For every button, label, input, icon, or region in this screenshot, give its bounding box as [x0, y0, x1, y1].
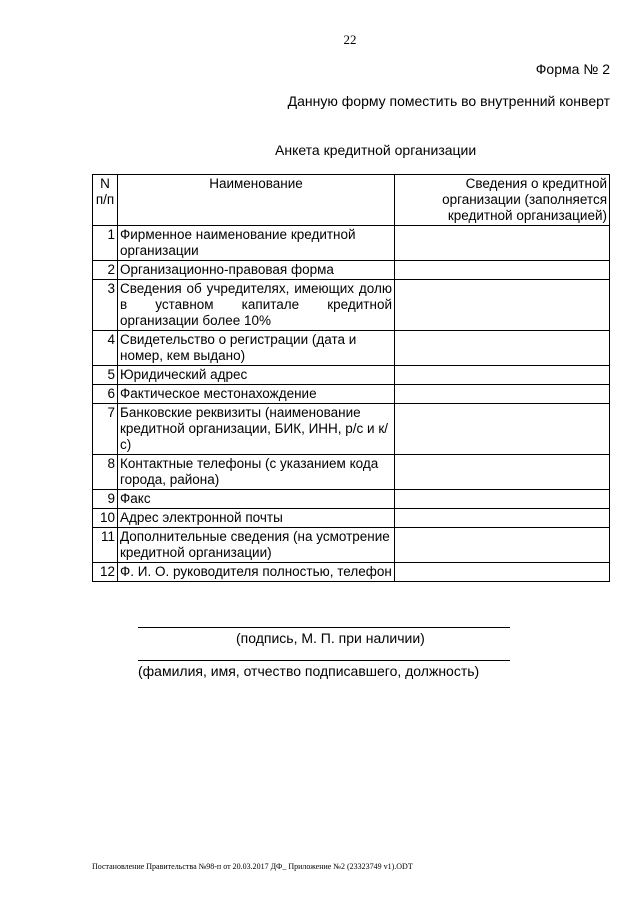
- table-header-row: [93, 175, 610, 226]
- row-name: Организационно-правовая форма: [118, 261, 395, 280]
- table-row: [93, 261, 610, 280]
- row-name: Ф. И. О. руководителя полностью, телефон: [118, 563, 395, 582]
- table-row: [93, 528, 610, 563]
- row-number: 2: [93, 261, 118, 280]
- row-name: Фирменное наименование кредитной организации: [118, 226, 395, 261]
- row-name: Факс: [118, 490, 395, 509]
- table-row: [93, 490, 610, 509]
- row-number: 5: [93, 366, 118, 385]
- row-info-field[interactable]: [395, 331, 610, 366]
- row-info-field[interactable]: [395, 528, 610, 563]
- table-row: [93, 385, 610, 404]
- header-info: Сведения о кредитной организации (заполняется кредитной организацией): [395, 175, 610, 226]
- table-row: [93, 366, 610, 385]
- row-name: Банковские реквизиты (наименование кредитной организации, БИК, ИНН, р/с и к/с): [118, 404, 395, 455]
- signature-caption: (подпись, М. П. при наличии): [236, 630, 425, 646]
- row-info-field[interactable]: [395, 509, 610, 528]
- row-info-field[interactable]: [395, 261, 610, 280]
- row-info-field[interactable]: [395, 490, 610, 509]
- name-caption: (фамилия, имя, отчество подписавшего, должность): [138, 663, 480, 679]
- row-number: 12: [93, 563, 118, 582]
- form-number: Форма № 2: [535, 61, 610, 77]
- name-line: [138, 660, 510, 661]
- table-row: [93, 226, 610, 261]
- row-info-field[interactable]: [395, 385, 610, 404]
- questionnaire-table: [92, 174, 610, 582]
- row-info-field[interactable]: [395, 366, 610, 385]
- table-row: [93, 509, 610, 528]
- row-name: Сведения об учредителях, имеющих долю в уставном капитале кредитной организации более 10%: [118, 280, 395, 331]
- row-number: 7: [93, 404, 118, 455]
- row-name: Фактическое местонахождение: [118, 385, 395, 404]
- page-number: 22: [343, 32, 357, 47]
- header-name: Наименование: [118, 175, 395, 226]
- row-name: Дополнительные сведения (на усмотрение кредитной организации): [118, 528, 395, 563]
- row-info-field[interactable]: [395, 563, 610, 582]
- row-info-field[interactable]: [395, 226, 610, 261]
- instruction-text: Данную форму поместить во внутренний конверт: [287, 93, 610, 109]
- row-number: 3: [93, 280, 118, 331]
- row-name: Контактные телефоны (с указанием кода города, района): [118, 455, 395, 490]
- table-row: [93, 280, 610, 331]
- table-row: [93, 563, 610, 582]
- row-info-field[interactable]: [395, 280, 610, 331]
- table-row: [93, 455, 610, 490]
- row-number: 4: [93, 331, 118, 366]
- row-number: 9: [93, 490, 118, 509]
- row-name: Юридический адрес: [118, 366, 395, 385]
- table-row: [93, 331, 610, 366]
- row-number: 6: [93, 385, 118, 404]
- footer-text: Постановление Правительства №98-п от 20.03.2017 ДФ_ Приложение №2 (23323749 v1).ODT: [92, 862, 413, 871]
- header-number: N п/п: [93, 175, 118, 226]
- row-info-field[interactable]: [395, 404, 610, 455]
- row-number: 1: [93, 226, 118, 261]
- form-title: Анкета кредитной организации: [275, 142, 477, 158]
- row-number: 10: [93, 509, 118, 528]
- row-name: Адрес электронной почты: [118, 509, 395, 528]
- table-row: [93, 404, 610, 455]
- row-number: 11: [93, 528, 118, 563]
- row-info-field[interactable]: [395, 455, 610, 490]
- signature-line: [138, 627, 510, 628]
- row-name: Свидетельство о регистрации (дата и номер, кем выдано): [118, 331, 395, 366]
- row-number: 8: [93, 455, 118, 490]
